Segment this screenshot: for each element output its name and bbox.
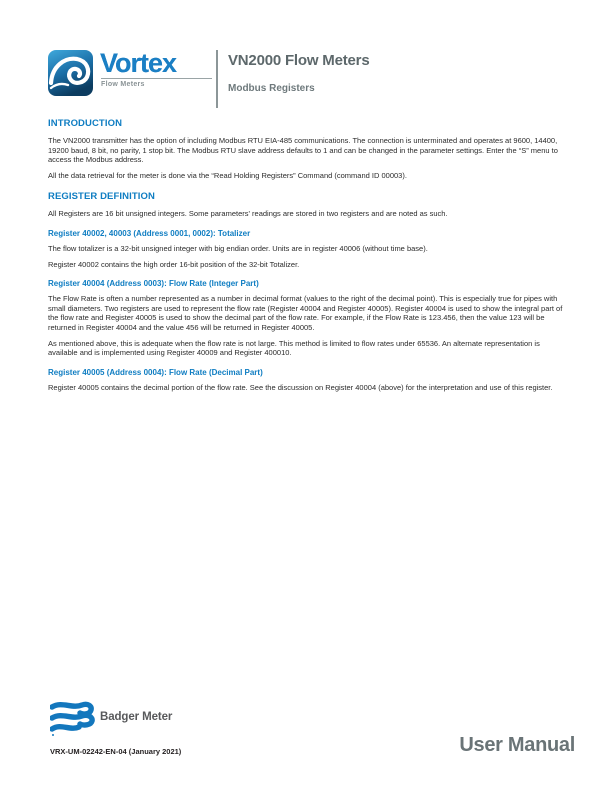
register-40002-paragraph-2: Register 40002 contains the high order 16-bit position of the 32-bit Totalizer. [48, 259, 300, 269]
document-subtitle: Modbus Registers [228, 83, 315, 94]
document-number: VRX-UM-02242-EN-04 (January 2021) [50, 747, 182, 756]
page-header [48, 50, 564, 112]
vortex-brand-text: Vortex [100, 48, 177, 78]
section-heading-introduction: INTRODUCTION [48, 118, 123, 129]
vortex-logo [48, 50, 212, 96]
document-title: VN2000 Flow Meters [228, 52, 370, 69]
subheading-register-40002-40003: Register 40002, 40003 (Address 0001, 0002): Totalizer [48, 228, 251, 238]
badger-meter-logo-icon [50, 700, 96, 736]
register-40002-paragraph-1: The flow totalizer is a 32-bit unsigned integer with big endian order. Units are in register 40006 (without time base). [48, 243, 428, 253]
document-body [48, 118, 565, 398]
register-definition-intro: All Registers are 16 bit unsigned integers. Some parameters' readings are stored in two registers and are noted as such. [48, 209, 448, 219]
subheading-register-40005: Register 40005 (Address 0004): Flow Rate (Decimal Part) [48, 367, 263, 377]
document-titles [228, 52, 369, 94]
badger-meter-brand-text: Badger Meter [100, 711, 173, 723]
register-40004-paragraph-2: As mentioned above, this is adequate when the flow rate is not large. This method is limited to flow rates under 65536. An alternate representation is available and is implemented using Register 40009 and Register 400010. [48, 338, 540, 358]
section-heading-register-definition: REGISTER DEFINITION [48, 191, 155, 203]
vortex-wordmark [100, 50, 212, 88]
wordmark-rule [101, 78, 212, 79]
vortex-swirl-icon [48, 50, 93, 96]
page-footer [0, 698, 612, 792]
intro-paragraph-2: All the data retrieval for the meter is done via the “Read Holding Registers” Command (command ID 00003). [48, 170, 407, 180]
vortex-tagline: Flow Meters [101, 81, 145, 88]
header-divider [216, 50, 218, 108]
register-40005-paragraph-1: Register 40005 contains the decimal portion of the flow rate. See the discussion on Register 40004 (above) for the interpretation and use of this register. [48, 382, 553, 392]
intro-paragraph-1: The VN2000 transmitter has the option of including Modbus RTU EIA-485 communications. The connection is unterminated and operates at 9600, 14400, 19200 baud, 8 bit, no parity, 1 stop bit. The Modbus RTU slave address defaults to 1 and can be changed in the parameter settings. Enter the “S” menu to access the Modbus address. [48, 136, 558, 165]
document-type-label: User Manual [459, 734, 575, 756]
subheading-register-40004: Register 40004 (Address 0003): Flow Rate (Integer Part) [48, 279, 259, 289]
register-40004-paragraph-1: The Flow Rate is often a number represented as a number in decimal format (values to the right of the decimal point). This is especially true for pipes with small diameters. Two registers are used to represent the flow rate (Register 40004 and Register 40005). Register 40004 is used to show the integral part of the flow rate and Register 40005 is used to show the decimal part of the flow rate. For example, if the Flow Rate is 123.456, then the value 123 will be returned in Register 40004 and the value 456 will be returned in Register 40005. [48, 294, 563, 332]
